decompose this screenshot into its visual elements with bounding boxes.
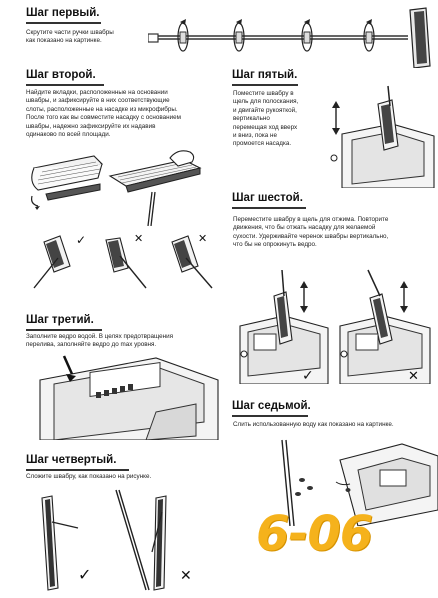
step2-text-line: одинаково по всей площади.	[26, 131, 111, 139]
step5-text	[233, 90, 298, 149]
step5-title: Шаг пятый.	[232, 69, 298, 81]
step2-pad-attach-illustration-left	[24, 150, 104, 218]
step6-text-line: движения, что бы отжать насадку для желаемой	[233, 224, 376, 232]
step6-text-line: Переместите швабру в щель для отжима. Повторите	[233, 216, 389, 223]
step2-text-line: швабры, надежно зафиксируйте их надавив	[26, 122, 156, 130]
step5-text-line: щель для полоскания,	[233, 98, 299, 106]
step5-title-underline	[232, 84, 298, 86]
step2-text-line: слоты, расположенные на насадке из микрофибры.	[26, 105, 178, 113]
step3-title: Шаг третий.	[26, 314, 94, 326]
step2-mop-angle-ok	[30, 228, 96, 290]
step2-mop-angle-wrong-1	[96, 228, 162, 290]
step5-text-line: и двигайте рукояткой,	[233, 106, 297, 114]
model-code-badge: 6-06	[256, 506, 373, 562]
step6-wring-wrong-illustration	[334, 268, 438, 384]
step6-text-line: что бы не опрокинуть ведро.	[233, 241, 317, 249]
step4-fold-ok-illustration	[34, 492, 114, 592]
step2-title: Шаг второй.	[26, 69, 96, 81]
step6-text	[233, 216, 388, 250]
step3-text-line: Заполните ведро водой. В целях предотвращения	[26, 333, 174, 340]
step7-text	[233, 421, 394, 429]
step2-text-line: После того как вы совместите насадку с основанием	[26, 114, 181, 122]
step5-rinse-illustration	[322, 84, 438, 188]
step2-cross-icon: ✕	[134, 232, 144, 245]
step1-text-line: Скрутите части ручки швабры	[26, 29, 114, 36]
step6-wring-ok-illustration	[234, 268, 334, 384]
step1-text	[26, 29, 114, 46]
step2-text-line: Найдите вкладки, расположенные на основании	[26, 89, 168, 96]
step6-cross-icon: ✕	[408, 369, 419, 384]
step6-check-icon: ✓	[302, 368, 314, 384]
step6-title-underline	[232, 207, 306, 209]
step4-cross-icon: ✕	[180, 568, 192, 584]
step2-mop-angle-wrong-2	[164, 228, 230, 290]
step3-text-line: перелива, заполняйте ведро до max уровня.	[26, 341, 157, 349]
step4-fold-wrong-illustration	[142, 492, 212, 592]
step6-title: Шаг шестой.	[232, 192, 303, 204]
step7-title: Шаг седьмой.	[232, 400, 311, 412]
step1-title: Шаг первый.	[26, 7, 100, 19]
step4-check-icon: ✓	[78, 565, 92, 584]
step5-text-line: Поместите швабру в	[233, 90, 294, 97]
step5-text-line: промоется насадка.	[233, 140, 292, 148]
step4-text	[26, 473, 151, 481]
step3-bucket-fill-illustration	[36, 352, 222, 440]
step4-text-line: Сложите швабру, как показано на рисунке.	[26, 473, 152, 480]
step2-check-icon: ✓	[76, 233, 87, 247]
step7-text-line: Слить использованную воду как показано на картинке.	[233, 421, 394, 428]
step3-text	[26, 333, 173, 350]
step2-text-line: швабры, и зафиксируйте в них соответствующие	[26, 97, 170, 105]
step2-pad-attach-illustration-right	[104, 146, 206, 226]
step2-title-underline	[26, 84, 104, 86]
step2-cross-icon: ✕	[198, 232, 208, 245]
step7-title-underline	[232, 415, 308, 417]
step5-text-line: и вниз, пока не	[233, 132, 278, 140]
step5-text-line: перемещая ход вверх	[233, 123, 298, 131]
step4-title: Шаг четвертый.	[26, 454, 117, 466]
step1-handle-illustration	[148, 6, 438, 68]
step1-title-underline	[26, 22, 101, 24]
step2-text	[26, 89, 181, 139]
step6-text-line: сухости. Удерживайте черенок швабры вертикально,	[233, 232, 389, 240]
step1-text-line: как показано на картинке.	[26, 37, 102, 45]
step3-title-underline	[26, 329, 102, 331]
step4-title-underline	[26, 469, 129, 471]
step5-text-line: вертикально	[233, 115, 270, 123]
